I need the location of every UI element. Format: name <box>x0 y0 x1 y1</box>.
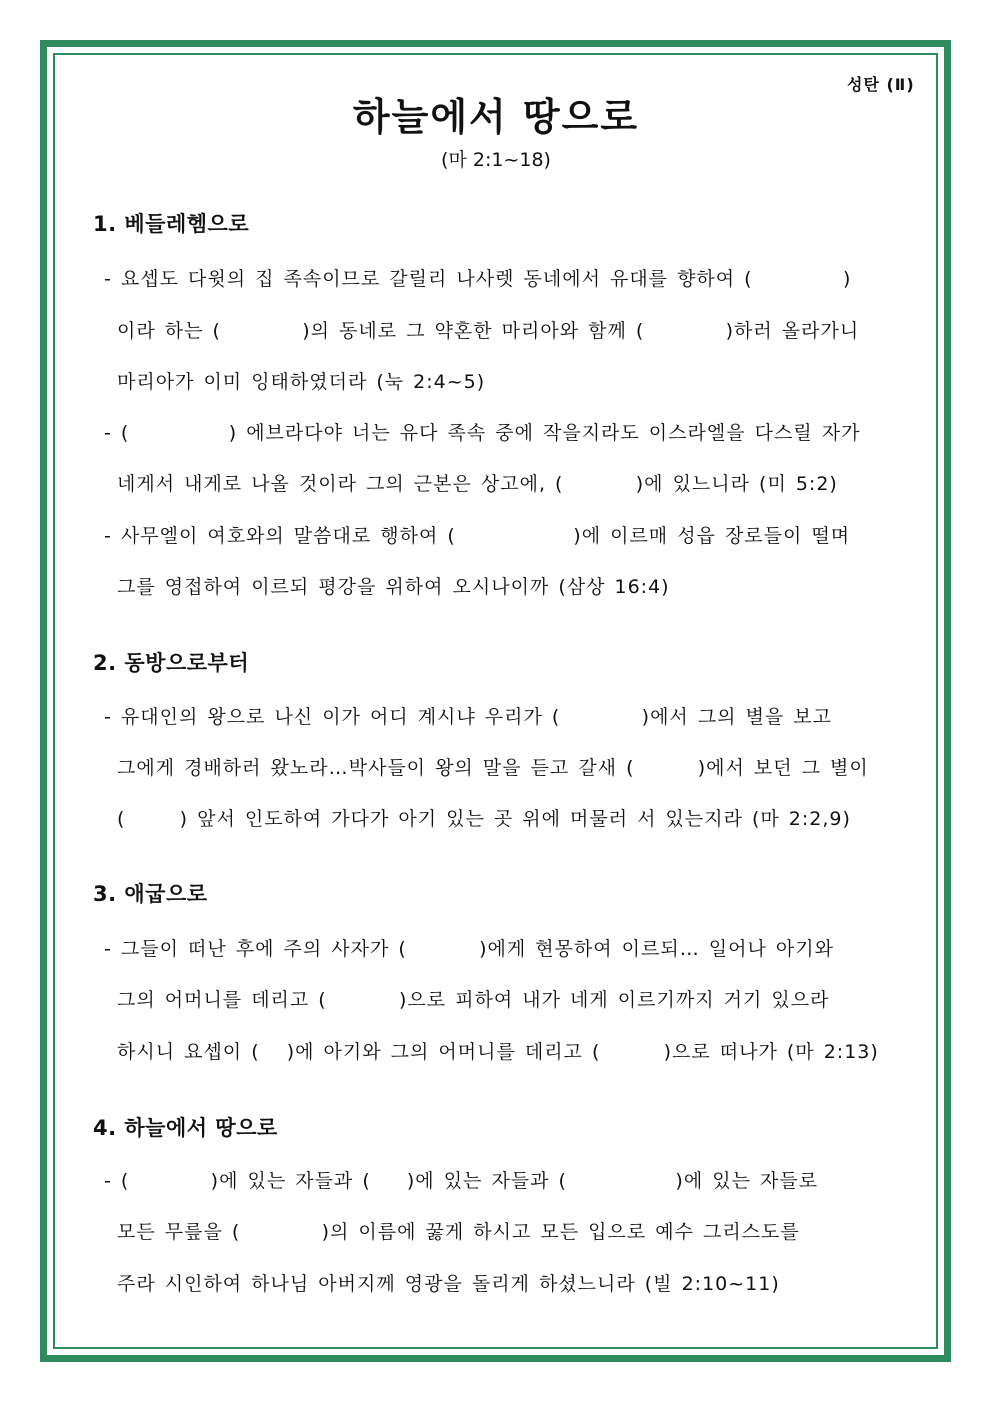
section-3-line-2: 그의 어머니를 데리고 ( )으로 피하여 내가 네게 이르기까지 거기 있으라 <box>117 989 830 1011</box>
page-border-outer <box>40 40 951 1362</box>
section-3-line-1: - 그들이 떠난 후에 주의 사자가 ( )에게 현몽하여 이르되… 일어나 아기와 <box>104 938 834 960</box>
section-2-line-1: - 유대인의 왕으로 나신 이가 어디 계시냐 우리가 ( )에서 그의 별을 보고 <box>104 706 833 728</box>
scripture-reference: (마 2:1~18) <box>441 149 551 171</box>
page-title: 하늘에서 땅으로 <box>352 95 640 139</box>
page-border-inner <box>53 53 938 1349</box>
section-heading-3: 3. 애굽으로 <box>93 882 208 906</box>
section-1-line-4: - ( ) 에브라다야 너는 유다 족속 중에 작을지라도 이스라엘을 다스릴 자가 <box>104 422 861 444</box>
section-1-line-3: 마리아가 이미 잉태하였더라 (눅 2:4~5) <box>117 371 486 393</box>
section-3-line-3: 하시니 요셉이 ( )에 아기와 그의 어머니를 데리고 ( )으로 떠나가 (마 2:13) <box>117 1041 879 1063</box>
section-2-line-2: 그에게 경배하러 왔노라…박사들이 왕의 말을 듣고 갈새 ( )에서 보던 그 별이 <box>117 757 869 779</box>
section-heading-4: 4. 하늘에서 땅으로 <box>93 1116 278 1140</box>
section-1-line-5: 네게서 내게로 나올 것이라 그의 근본은 상고에, ( )에 있느니라 (미 5:2) <box>117 473 838 495</box>
section-2-line-3: ( ) 앞서 인도하여 가다가 아기 있는 곳 위에 머물러 서 있는지라 (마 2:2,9) <box>117 808 851 830</box>
section-4-line-1: - ( )에 있는 자들과 ( )에 있는 자들과 ( )에 있는 자들로 <box>104 1170 819 1192</box>
series-tag: 성탄 (Ⅱ) <box>847 75 915 94</box>
section-1-line-6: - 사무엘이 여호와의 말씀대로 행하여 ( )에 이르매 성읍 장로들이 떨며 <box>104 525 851 547</box>
section-heading-1: 1. 베들레헴으로 <box>93 212 250 236</box>
section-4-line-3: 주라 시인하여 하나님 아버지께 영광을 돌리게 하셨느니라 (빌 2:10~11) <box>117 1273 780 1295</box>
section-1-line-7: 그를 영접하여 이르되 평강을 위하여 오시나이까 (삼상 16:4) <box>117 576 670 598</box>
section-heading-2: 2. 동방으로부터 <box>93 651 250 675</box>
section-1-line-1: - 요셉도 다윗의 집 족속이므로 갈릴리 나사렛 동네에서 유대를 향하여 ( ) <box>104 268 852 290</box>
section-1-line-2: 이라 하는 ( )의 동네로 그 약혼한 마리아와 함께 ( )하러 올라가니 <box>117 320 860 342</box>
section-4-line-2: 모든 무릎을 ( )의 이름에 꿇게 하시고 모든 입으로 예수 그리스도를 <box>117 1221 800 1243</box>
